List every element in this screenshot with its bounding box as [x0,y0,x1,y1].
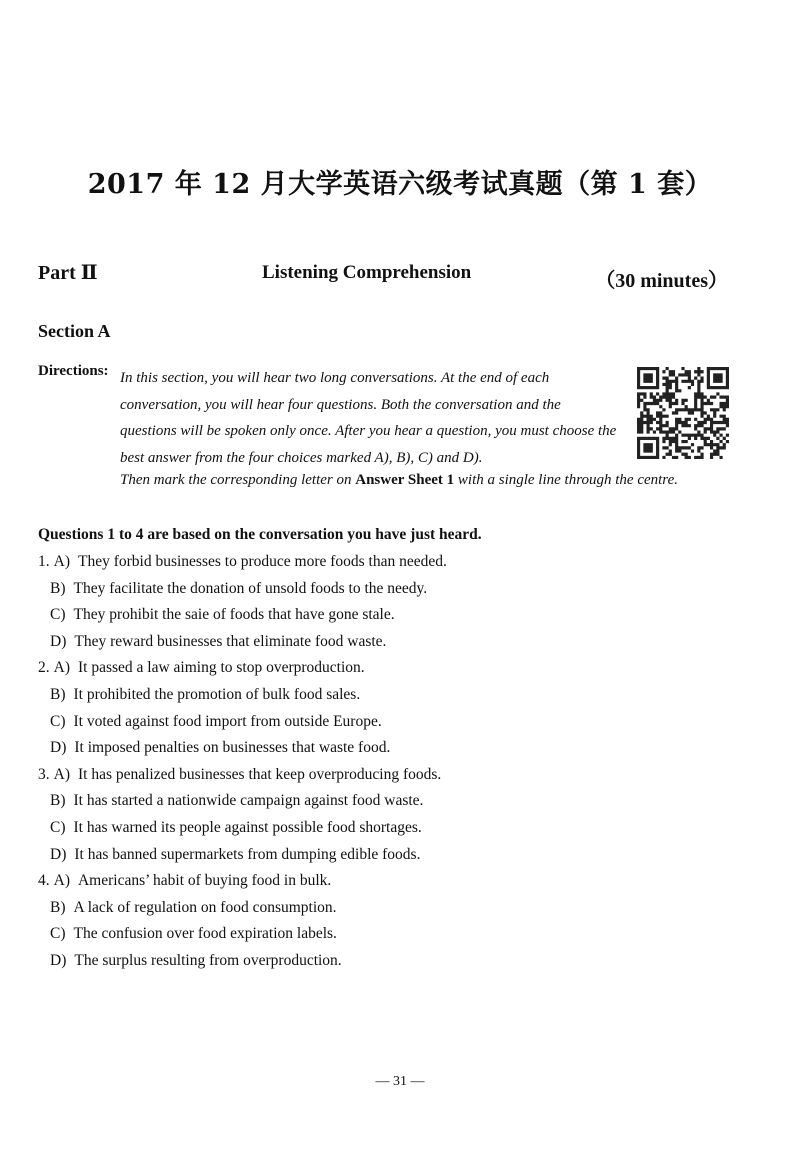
part-header [38,260,728,294]
question-1-option-c [50,606,395,624]
option-text: It passed a law aiming to stop overproduction. [77,659,365,677]
section-title: Section A [38,321,111,341]
option-letter: A) [53,659,70,677]
option-text: The confusion over food expiration labels. [73,925,337,943]
question-2-option-d [50,739,390,757]
option-letter: A) [53,765,70,783]
option-letter: C) [50,925,66,943]
directions-label: Directions: [38,363,109,379]
option-text: A lack of regulation on food consumption. [73,898,337,916]
option-letter: B) [50,792,66,810]
question-1-option-d [50,633,386,651]
option-letter: A) [53,553,70,570]
question-2-option-a [38,659,365,677]
question-4-option-a [38,872,331,890]
option-text: It has penalized businesses that keep overproducing foods. [77,765,442,783]
option-text: It imposed penalties on businesses that waste food. [74,739,391,757]
question-3-option-c [50,819,422,837]
part-name: Listening Comprehension [262,262,472,283]
option-letter: B) [50,686,66,703]
page-title: 2017 年 12 月大学英语六级考试真题（第 1 套） [87,169,713,200]
directions-last-line [120,472,678,489]
question-number: 3. [38,765,50,783]
option-text: It voted against food import from outside Europe. [73,712,382,730]
option-letter: C) [50,819,66,836]
question-4-option-c [50,925,337,943]
option-letter: D) [50,845,67,863]
part-label: Part Ⅱ [38,262,98,284]
question-2-option-b [50,686,360,704]
option-letter: C) [50,712,66,730]
option-text: The surplus resulting from overproduction. [74,952,342,969]
part-time: （30 minutes） [595,270,728,292]
option-text: It has started a nationwide campaign against food waste. [73,792,424,810]
option-text: It prohibited the promotion of bulk food sales. [73,686,361,703]
question-3-option-a [38,766,441,784]
option-text: It has banned supermarkets from dumping edible foods. [74,845,421,863]
question-1-option-b [50,580,427,598]
option-letter: A) [53,872,70,890]
option-letter: D) [50,952,67,969]
option-letter: C) [50,606,66,624]
question-1-option-a [38,553,447,571]
option-letter: B) [50,898,66,916]
question-group-header: Questions 1 to 4 are based on the conversation you have just heard. [38,526,482,543]
option-text: They facilitate the donation of unsold foods to the needy. [73,579,428,597]
question-4-option-b [50,899,337,917]
qr-code-icon[interactable] [637,367,729,459]
question-number: 1. [38,553,50,570]
directions-line5-pre: Then mark the corresponding letter on [120,472,352,488]
option-letter: B) [50,579,66,597]
question-2-option-c [50,713,382,731]
answer-sheet-label: Answer Sheet 1 [355,472,455,488]
question-3-option-d [50,846,420,864]
option-text: They prohibit the saie of foods that have gone stale. [73,606,395,624]
question-number: 4. [38,872,50,890]
option-text: Americans’ habit of buying food in bulk. [77,872,332,890]
option-text: It has warned its people against possible food shortages. [73,819,422,836]
question-3-option-b [50,792,423,810]
directions-text: In this section, you will hear two long conversations. At the end of each conversation, you will hear four questions. Both the conversation and the questions will be spoken only once. After you hear a question, you must choose the best answer from the four choices marked A), B), C) and D). [120,370,617,466]
option-letter: D) [50,739,67,757]
directions-line5-post: with a single line through the centre. [457,472,678,488]
question-number: 2. [38,659,50,677]
question-4-option-d [50,952,342,970]
option-text: They forbid businesses to produce more foods than needed. [77,553,447,570]
option-text: They reward businesses that eliminate food waste. [74,632,387,650]
page-number: — 31 — [375,1074,425,1089]
option-letter: D) [50,632,67,650]
